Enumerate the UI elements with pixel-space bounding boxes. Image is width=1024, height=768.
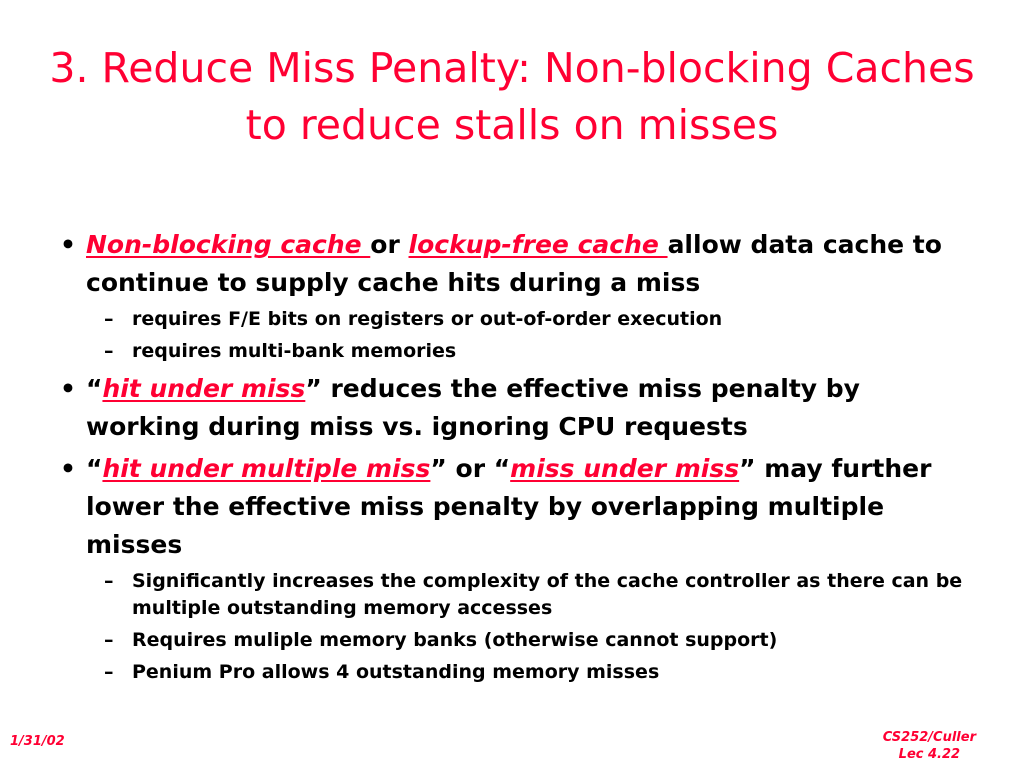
term-miss-under-miss: miss under miss <box>510 454 740 483</box>
sub-bullet-text: requires multi-bank memories <box>132 340 457 362</box>
term-hit-under-miss: hit under miss <box>102 374 306 403</box>
bullet-text: allow data cache to continue to supply cache hits during a miss <box>86 230 942 297</box>
bullet-text: ” reduces the effective miss penalty by working during miss vs. ignoring CPU requests <box>86 374 860 441</box>
footer-lecture-number: Lec 4.22 <box>898 747 961 762</box>
dash: – <box>104 661 114 683</box>
footer-course <box>883 729 976 763</box>
bullet-dot: • <box>60 454 76 483</box>
open-quote: “ <box>86 374 103 403</box>
footer-date: 1/31/02 <box>10 734 65 749</box>
sub-bullet-text: requires F/E bits on registers or out-of-order execution <box>132 308 723 330</box>
term-hit-under-multiple-miss: hit under multiple miss <box>102 454 431 483</box>
dash: – <box>104 308 114 330</box>
term-non-blocking-cache: Non-blocking cache <box>86 230 371 259</box>
bullet-dot: • <box>60 374 76 403</box>
sub-bullet <box>60 338 980 365</box>
open-quote: “ <box>86 454 103 483</box>
bullet-hit-under-miss <box>60 370 980 446</box>
bullet-text: or <box>370 230 409 259</box>
sub-bullet <box>60 627 980 654</box>
bullet-text: ” or “ <box>430 454 511 483</box>
bullet-text: ” may further lower the effective miss penalty by overlapping multiple misses <box>86 454 932 559</box>
sub-bullet <box>60 306 980 333</box>
slide-title: 3. Reduce Miss Penalty: Non-blocking Caches to reduce stalls on misses <box>49 44 975 149</box>
slide-body <box>60 226 980 691</box>
sub-bullet-text: Significantly increases the complexity of the cache controller as there can be multiple outstanding memory accesses <box>132 570 963 619</box>
footer-course-name: CS252/Culler <box>882 730 976 745</box>
bullet-hit-under-multiple-miss <box>60 450 980 564</box>
sub-bullet-text: Penium Pro allows 4 outstanding memory misses <box>132 661 660 683</box>
dash: – <box>104 629 114 651</box>
bullet-dot: • <box>60 230 76 259</box>
dash: – <box>104 340 114 362</box>
bullet-nonblocking-cache <box>60 226 980 302</box>
sub-bullet <box>60 659 980 686</box>
dash: – <box>104 570 114 592</box>
sub-bullet <box>60 568 980 622</box>
term-lockup-free-cache: lockup-free cache <box>408 230 668 259</box>
sub-bullet-text: Requires muliple memory banks (otherwise cannot support) <box>132 629 778 651</box>
